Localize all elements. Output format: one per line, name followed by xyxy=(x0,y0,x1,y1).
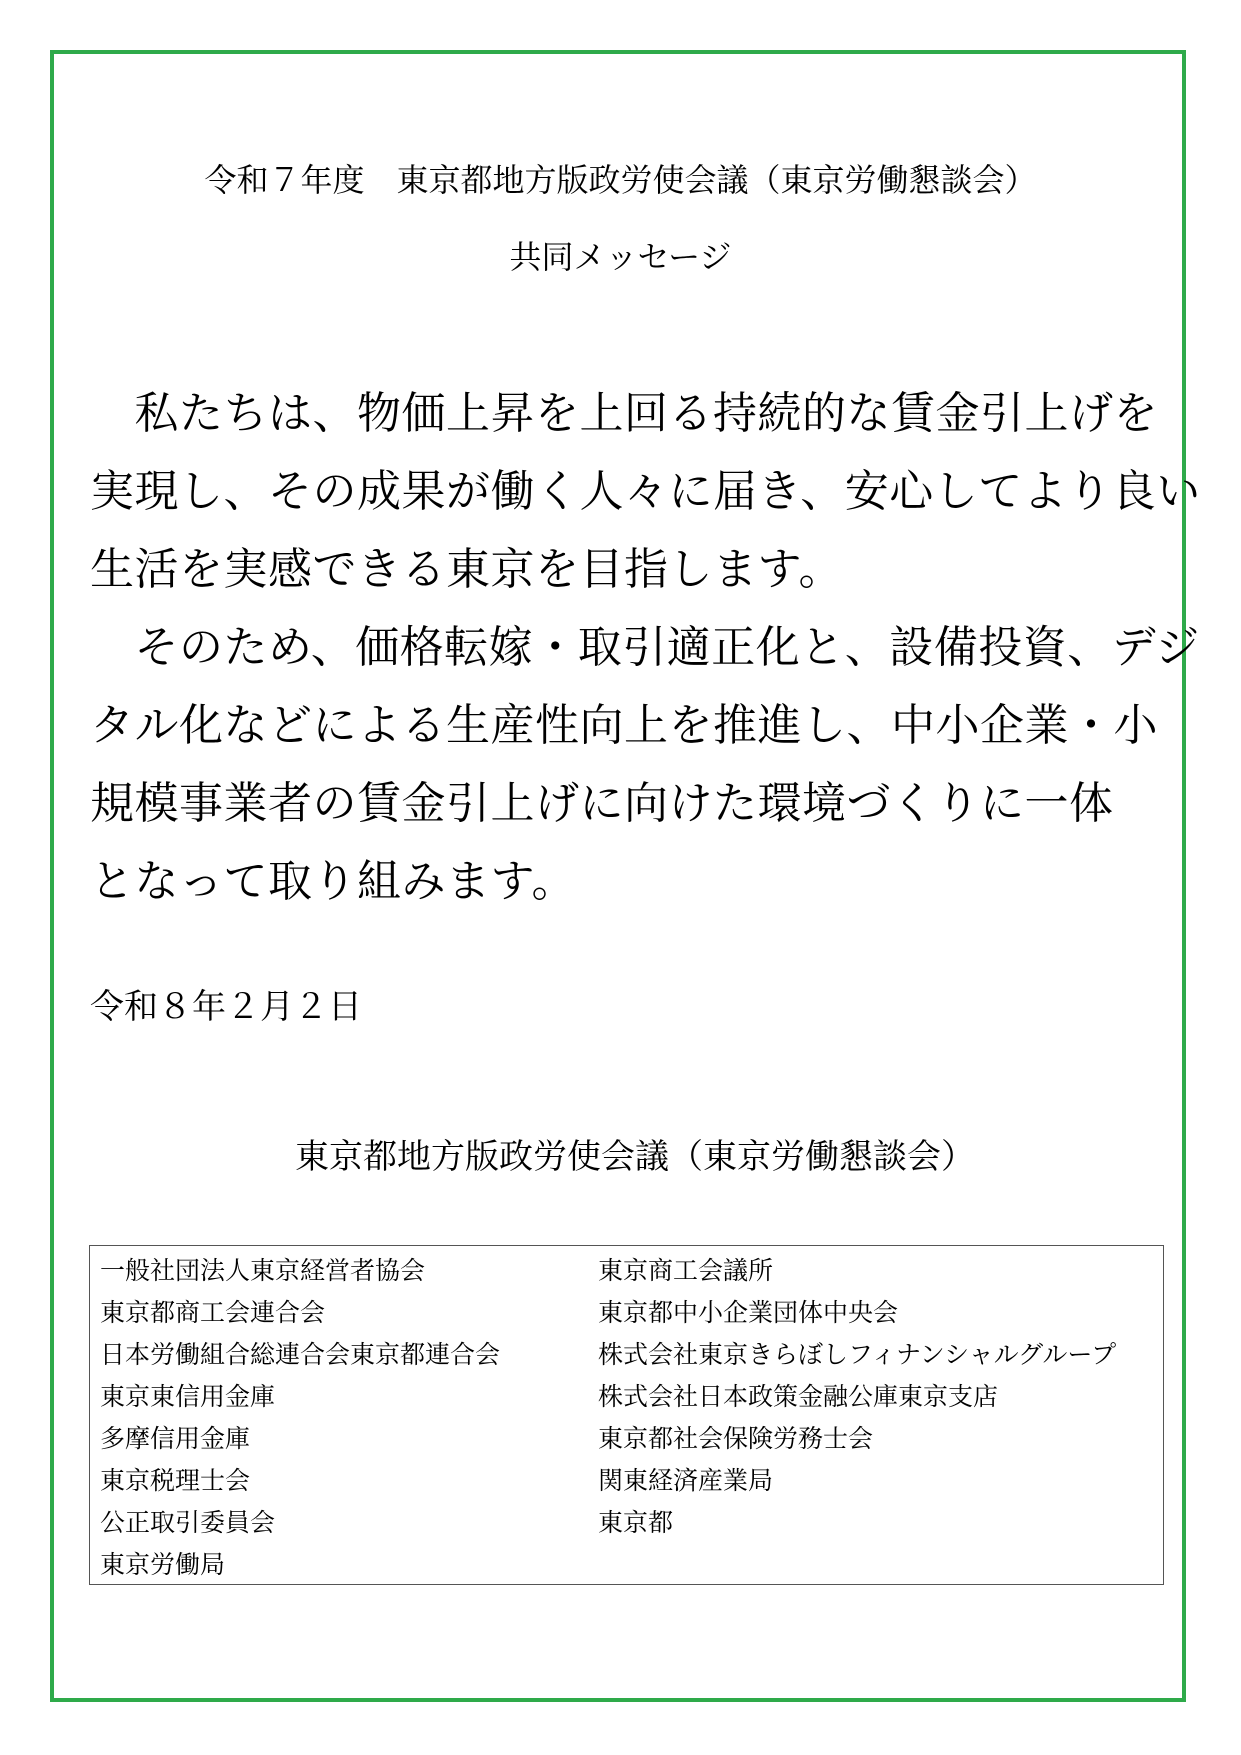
message-line: 生活を実感できる東京を目指します。 xyxy=(90,544,843,595)
member-item: 日本労働組合総連合会東京都連合会 xyxy=(100,1340,501,1369)
member-item: 東京商工会議所 xyxy=(598,1256,774,1285)
issue-date: 令和８年２月２日 xyxy=(90,987,362,1027)
joint-message xyxy=(90,375,1201,921)
member-item: 関東経済産業局 xyxy=(598,1466,774,1495)
member-item: 一般社団法人東京経営者協会 xyxy=(100,1256,426,1285)
message-line: 実現し、その成果が働く人々に届き、安心してより良い xyxy=(90,466,1201,517)
member-item: 東京都 xyxy=(598,1508,674,1537)
document-subtitle: 共同メッセージ xyxy=(509,238,732,276)
member-column-left xyxy=(100,1250,500,1586)
member-item: 多摩信用金庫 xyxy=(100,1424,251,1453)
message-line: 規模事業者の賃金引上げに向けた環境づくりに一体 xyxy=(90,778,1114,829)
member-list-box xyxy=(89,1245,1164,1585)
member-column-right xyxy=(598,1250,1116,1544)
member-item: 東京都社会保険労務士会 xyxy=(598,1424,874,1453)
organization-name: 東京都地方版政労使会議（東京労働懇談会） xyxy=(295,1137,975,1177)
document-title: 令和７年度 東京都地方版政労使会議（東京労働懇談会） xyxy=(204,161,1037,199)
member-item: 東京都中小企業団体中央会 xyxy=(598,1298,899,1327)
member-item: 東京東信用金庫 xyxy=(100,1382,276,1411)
member-item: 東京都商工会連合会 xyxy=(100,1298,326,1327)
message-line: タル化などによる生産性向上を推進し、中小企業・小 xyxy=(90,700,1158,751)
message-line: となって取り組みます。 xyxy=(90,856,576,907)
message-line: そのため、価格転嫁・取引適正化と、設備投資、デジ xyxy=(90,622,1200,673)
message-line: 私たちは、物価上昇を上回る持続的な賃金引上げを xyxy=(90,388,1158,439)
member-item: 東京税理士会 xyxy=(100,1466,251,1495)
member-item: 株式会社日本政策金融公庫東京支店 xyxy=(598,1382,999,1411)
member-item: 公正取引委員会 xyxy=(100,1508,276,1537)
member-item: 東京労働局 xyxy=(100,1550,226,1579)
member-item: 株式会社東京きらぼしフィナンシャルグループ xyxy=(598,1340,1117,1369)
